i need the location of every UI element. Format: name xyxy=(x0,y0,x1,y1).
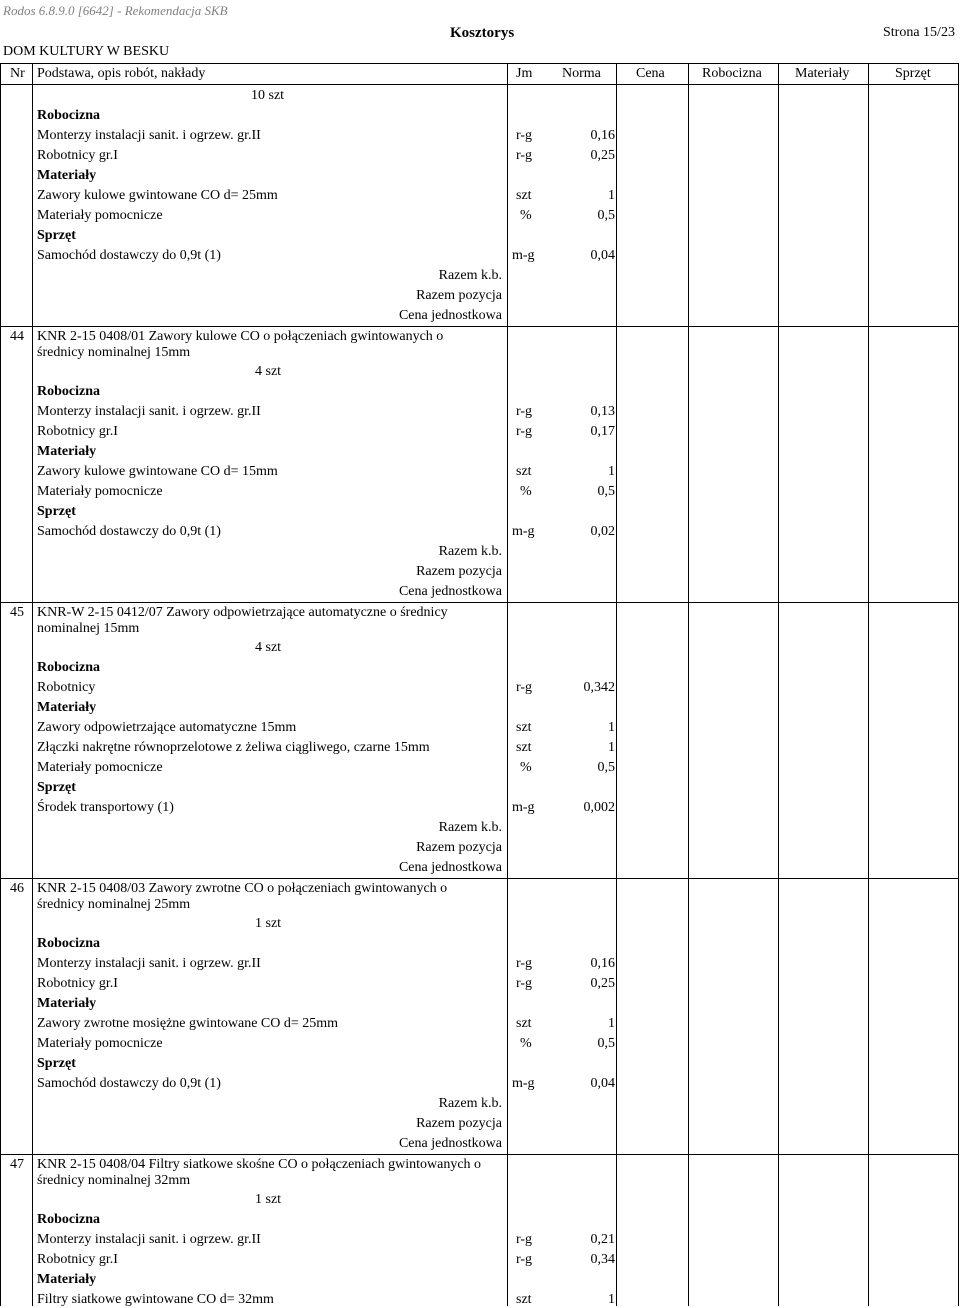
table-rule xyxy=(0,602,958,603)
resource-unit: szt xyxy=(516,1016,532,1031)
resource-unit: r-g xyxy=(516,680,533,695)
resource-unit: % xyxy=(520,208,532,223)
position-number: 45 xyxy=(10,605,24,620)
position-description-cont: średnicy nominalnej 15mm xyxy=(37,345,191,360)
position-description-cont: nominalnej 15mm xyxy=(37,621,140,636)
app-line: Rodos 6.8.9.0 [6642] - Rekomendacja SKB xyxy=(3,3,228,18)
table-column-rule xyxy=(868,63,869,1306)
resource-unit: % xyxy=(520,484,532,499)
table-column-rule xyxy=(507,63,508,1306)
resource-name: Robotnicy gr.I xyxy=(37,1252,118,1267)
resource-unit: r-g xyxy=(516,424,533,439)
position-description-cont: średnicy nominalnej 32mm xyxy=(37,1173,191,1188)
resource-name: Samochód dostawczy do 0,9t (1) xyxy=(37,524,221,539)
position-quantity: 1 szt xyxy=(255,916,282,931)
summary-label: Razem k.b. xyxy=(438,544,502,559)
resource-name: Materiały pomocnicze xyxy=(37,484,163,499)
resource-name: Środek transportowy (1) xyxy=(37,800,174,815)
resource-unit: % xyxy=(520,1036,532,1051)
col-header-robocizna: Robocizna xyxy=(702,66,762,81)
resource-norm: 1 xyxy=(608,188,615,203)
resource-unit: szt xyxy=(516,740,532,755)
resource-unit: m-g xyxy=(512,1076,535,1091)
resource-name: Monterzy instalacji sanit. i ogrzew. gr.II xyxy=(37,956,261,971)
table-column-rule xyxy=(778,63,779,1306)
resource-unit: r-g xyxy=(516,1252,533,1267)
position-description: KNR 2-15 0408/01 Zawory kulowe CO o połączeniach gwintowanych o xyxy=(37,329,444,344)
summary-label: Cena jednostkowa xyxy=(398,860,502,875)
summary-label: Razem pozycja xyxy=(416,840,502,855)
resource-norm: 0,16 xyxy=(590,956,615,971)
position-quantity: 4 szt xyxy=(255,640,282,655)
resource-unit: r-g xyxy=(516,1232,533,1247)
resource-name: Filtry siatkowe gwintowane CO d= 32mm xyxy=(37,1292,274,1307)
doc-title: Kosztorys xyxy=(450,25,515,41)
resource-name: Monterzy instalacji sanit. i ogrzew. gr.II xyxy=(37,404,261,419)
resource-name: Zawory kulowe gwintowane CO d= 15mm xyxy=(37,464,278,479)
resource-unit: m-g xyxy=(512,248,535,263)
summary-label: Cena jednostkowa xyxy=(398,584,502,599)
position-number: 46 xyxy=(10,881,24,896)
resource-norm: 0,5 xyxy=(597,1036,615,1051)
table-rule xyxy=(0,326,958,327)
category-label: Robocizna xyxy=(37,384,100,399)
resource-name: Materiały pomocnicze xyxy=(37,760,163,775)
summary-label: Razem pozycja xyxy=(416,288,502,303)
resource-unit: r-g xyxy=(516,404,533,419)
resource-name: Samochód dostawczy do 0,9t (1) xyxy=(37,1076,221,1091)
resource-unit: szt xyxy=(516,720,532,735)
position-description: KNR 2-15 0408/03 Zawory zwrotne CO o połączeniach gwintowanych o xyxy=(37,881,448,896)
col-header-materialy: Materiały xyxy=(795,66,850,81)
category-label: Materiały xyxy=(37,700,97,715)
resource-name: Zawory kulowe gwintowane CO d= 25mm xyxy=(37,188,278,203)
resource-name: Robotnicy gr.I xyxy=(37,424,118,439)
resource-norm: 0,21 xyxy=(590,1232,615,1247)
resource-norm: 0,5 xyxy=(597,760,615,775)
resource-norm: 0,04 xyxy=(590,248,615,263)
summary-label: Cena jednostkowa xyxy=(398,308,502,323)
col-header-jm: Jm xyxy=(516,66,533,81)
category-label: Robocizna xyxy=(37,660,100,675)
col-header-description: Podstawa, opis robót, nakłady xyxy=(37,66,206,81)
resource-name: Monterzy instalacji sanit. i ogrzew. gr.II xyxy=(37,128,261,143)
resource-norm: 0,25 xyxy=(590,976,615,991)
resource-norm: 1 xyxy=(608,1292,615,1307)
resource-unit: r-g xyxy=(516,956,533,971)
resource-norm: 0,02 xyxy=(590,524,615,539)
position-quantity: 4 szt xyxy=(255,364,282,379)
table-rule xyxy=(0,1154,958,1155)
col-header-norma: Norma xyxy=(562,66,601,81)
resource-unit: szt xyxy=(516,188,532,203)
resource-unit: r-g xyxy=(516,148,533,163)
category-label: Materiały xyxy=(37,168,97,183)
table-rule xyxy=(0,878,958,879)
resource-norm: 0,5 xyxy=(597,484,615,499)
position-number: 44 xyxy=(10,329,24,344)
resource-name: Robotnicy xyxy=(37,680,96,695)
category-label: Robocizna xyxy=(37,936,100,951)
position-description: KNR 2-15 0408/04 Filtry siatkowe skośne CO o połączeniach gwintowanych o xyxy=(37,1157,482,1172)
resource-unit: m-g xyxy=(512,800,535,815)
resource-name: Zawory odpowietrzające automatyczne 15mm xyxy=(37,720,297,735)
resource-unit: % xyxy=(520,760,532,775)
position-quantity: 1 szt xyxy=(255,1192,282,1207)
table-column-rule xyxy=(0,63,1,1306)
resource-unit: m-g xyxy=(512,524,535,539)
resource-norm: 1 xyxy=(608,740,615,755)
resource-name: Robotnicy gr.I xyxy=(37,976,118,991)
category-label: Materiały xyxy=(37,444,97,459)
client-name: DOM KULTURY W BESKU xyxy=(3,44,170,59)
category-label: Sprzęt xyxy=(37,504,76,519)
resource-name: Złączki nakrętne równoprzelotowe z żeliwa ciągliwego, czarne 15mm xyxy=(37,740,430,755)
resource-name: Monterzy instalacji sanit. i ogrzew. gr.II xyxy=(37,1232,261,1247)
resource-unit: szt xyxy=(516,1292,532,1307)
col-header-cena: Cena xyxy=(636,66,665,81)
category-label: Materiały xyxy=(37,996,97,1011)
resource-norm: 0,002 xyxy=(583,800,615,815)
position-description: KNR-W 2-15 0412/07 Zawory odpowietrzające automatyczne o średnicy xyxy=(37,605,448,620)
summary-label: Razem k.b. xyxy=(438,820,502,835)
resource-norm: 0,34 xyxy=(590,1252,615,1267)
col-header-sprzet: Sprzęt xyxy=(895,66,931,81)
resource-norm: 0,25 xyxy=(590,148,615,163)
resource-name: Materiały pomocnicze xyxy=(37,1036,163,1051)
resource-norm: 0,5 xyxy=(597,208,615,223)
category-label: Sprzęt xyxy=(37,780,76,795)
resource-norm: 0,13 xyxy=(590,404,615,419)
resource-norm: 0,16 xyxy=(590,128,615,143)
summary-label: Razem k.b. xyxy=(438,268,502,283)
category-label: Robocizna xyxy=(37,1212,100,1227)
position-quantity: 10 szt xyxy=(251,88,285,103)
resource-unit: r-g xyxy=(516,976,533,991)
table-column-rule xyxy=(32,63,33,1306)
resource-norm: 1 xyxy=(608,720,615,735)
page-number: Strona 15/23 xyxy=(883,25,955,40)
summary-label: Razem pozycja xyxy=(416,1116,502,1131)
summary-label: Razem pozycja xyxy=(416,564,502,579)
resource-unit: szt xyxy=(516,464,532,479)
category-label: Robocizna xyxy=(37,108,100,123)
summary-label: Cena jednostkowa xyxy=(398,1136,502,1151)
table-column-rule xyxy=(616,63,617,1306)
resource-name: Materiały pomocnicze xyxy=(37,208,163,223)
table-rule xyxy=(0,84,958,85)
category-label: Sprzęt xyxy=(37,228,76,243)
table-column-rule xyxy=(958,63,959,1306)
resource-name: Zawory zwrotne mosiężne gwintowane CO d= 25mm xyxy=(37,1016,339,1031)
position-description-cont: średnicy nominalnej 25mm xyxy=(37,897,191,912)
col-header-nr: Nr xyxy=(10,66,25,81)
resource-norm: 0,342 xyxy=(583,680,615,695)
resource-unit: r-g xyxy=(516,128,533,143)
resource-name: Robotnicy gr.I xyxy=(37,148,118,163)
summary-label: Razem k.b. xyxy=(438,1096,502,1111)
category-label: Materiały xyxy=(37,1272,97,1287)
resource-norm: 0,17 xyxy=(590,424,615,439)
position-number: 47 xyxy=(10,1157,24,1172)
resource-norm: 1 xyxy=(608,464,615,479)
resource-norm: 1 xyxy=(608,1016,615,1031)
resource-norm: 0,04 xyxy=(590,1076,615,1091)
resource-name: Samochód dostawczy do 0,9t (1) xyxy=(37,248,221,263)
table-rule xyxy=(0,63,958,64)
table-column-rule xyxy=(688,63,689,1306)
category-label: Sprzęt xyxy=(37,1056,76,1071)
